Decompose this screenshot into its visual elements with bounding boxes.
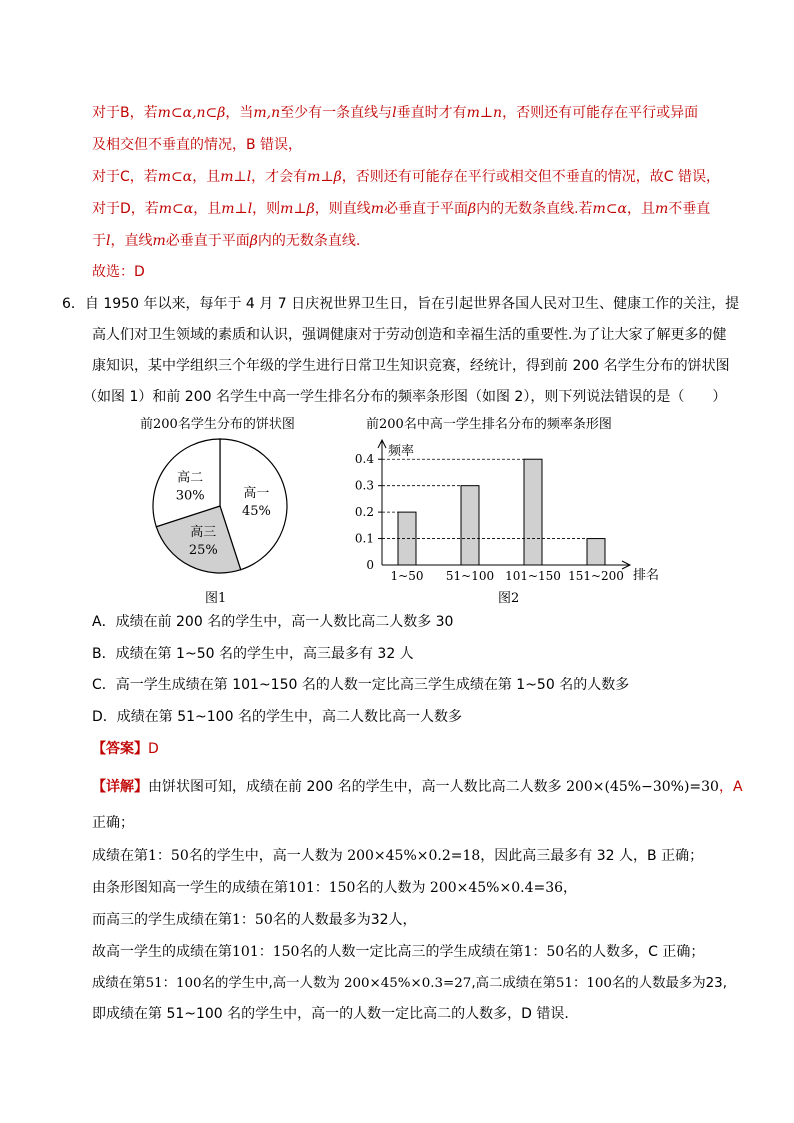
text: 至少有一条直线与 — [280, 105, 393, 121]
math: m — [655, 201, 669, 217]
text: ，才会有 — [251, 169, 308, 185]
text: 成绩在第 — [92, 848, 148, 864]
text: ，且 — [192, 169, 221, 185]
pie-label-value-0: 45% — [241, 504, 271, 520]
text: 名的人数一定比高三的学生成绩在第 — [299, 944, 524, 960]
bar-chart — [340, 432, 670, 587]
math: 101：150 — [232, 944, 300, 960]
text: 自 1950 年以来，每年于 4 月 7 日庆祝世界卫生日，旨在引起世界各国人民对卫生、健康工作的关注，提 — [84, 296, 740, 312]
explanation-line7 — [92, 974, 727, 994]
text: 必垂直于平面 — [165, 233, 250, 249]
pie-chart-title: 前200名学生分布的饼状图 — [140, 417, 295, 432]
math: m — [370, 201, 384, 217]
pie-chart-caption: 图1 — [205, 591, 227, 606]
option-b: B．成绩在第 1~50 名的学生中，高三最多有 32 人 — [92, 646, 414, 662]
question-stem-line3: 康知识，某中学组织三个年级的学生进行日常卫生知识竞赛，经统计，得到前 200 名学生分布的饼状图 — [92, 358, 730, 374]
x-axis-label: 排名 — [633, 568, 660, 583]
text: 而高三的学生成绩在第 — [92, 912, 232, 928]
math: 200×45%×0.3=27 — [343, 976, 472, 991]
math: 51：100 — [145, 976, 202, 991]
option-c: C．高一学生成绩在第 101~150 名的人数一定比高三学生成绩在第 1~50 名的人数多 — [92, 677, 630, 693]
math: 1：50 — [232, 912, 273, 928]
explanation-line5 — [92, 910, 417, 930]
solution-choice: 故选：D — [92, 264, 145, 280]
answer-label: 【答案】 — [92, 741, 148, 757]
solution-c-line — [92, 167, 720, 187]
explanation-line4 — [92, 878, 577, 898]
math: l — [392, 105, 397, 121]
text: ，因此高三最多有 32 人，B 正确； — [480, 848, 704, 864]
math: m⊂α — [592, 201, 628, 217]
solution-d-line1 — [92, 199, 710, 219]
solution-d-line2 — [92, 231, 360, 251]
text: ，A — [718, 779, 743, 795]
text: 由饼状图可知，成绩在前 200 名的学生中，高一人数比高二人数多 — [148, 779, 567, 795]
y-tick-label: 0.2 — [354, 505, 374, 520]
text: ，且 — [193, 201, 222, 217]
text: ，则 — [252, 201, 281, 217]
math: l — [106, 233, 111, 249]
math: 51：100 — [555, 976, 612, 991]
text: ，否则还有可能存在平行或异面 — [502, 105, 699, 121]
text: 名的人数为 — [355, 880, 430, 896]
text: 对于B，若 — [92, 105, 158, 121]
solution-b-line2: 及相交但不垂直的情况，B 错误， — [92, 137, 303, 153]
text: ，直线 — [110, 233, 153, 249]
math: 200×45%×0.2=18 — [347, 848, 481, 864]
explanation-line1 — [92, 777, 743, 797]
text: 成绩在第 — [92, 976, 146, 991]
math: m⊥l — [221, 201, 253, 217]
text: 于 — [92, 233, 106, 249]
pie-label-value-2: 25% — [188, 542, 218, 558]
x-tick-label: 151~200 — [568, 569, 624, 583]
text: ，且 — [627, 201, 656, 217]
option-a: A．成绩在前 200 名的学生中，高一人数比高二人数多 30 — [92, 614, 454, 630]
text: 内的无数条直线.若 — [476, 201, 593, 217]
question-stem-line1 — [62, 294, 739, 314]
math: 200×(45%−30%)=30 — [566, 779, 719, 795]
y-tick-label: 0 — [366, 558, 374, 572]
bar-chart-title: 前200名中高一学生排名分布的频率条形图 — [366, 417, 612, 432]
explanation-line6 — [92, 942, 704, 962]
bar-2 — [524, 459, 542, 565]
text: 名的人数最多为32人， — [272, 912, 417, 928]
math: β — [468, 201, 477, 217]
text: ，当 — [225, 105, 254, 121]
x-tick-label: 101~150 — [505, 569, 561, 583]
pie-label-name-0: 高一 — [243, 486, 270, 502]
math: m⊂α — [158, 201, 194, 217]
math: m,n — [253, 105, 281, 121]
text: 名的学生中，高一人数为 — [188, 848, 348, 864]
explanation-label: 【详解】 — [92, 779, 148, 795]
explanation-line2: 正确； — [92, 815, 134, 831]
math: m⊥l — [220, 169, 252, 185]
text: 对于D，若 — [92, 201, 159, 217]
bar-3 — [587, 539, 605, 565]
question-number: 6． — [62, 296, 85, 312]
text: 名的人数多，C 正确； — [564, 944, 705, 960]
question-stem-line4: （如图 1）和前 200 名学生中高一学生排名分布的频率条形图（如图 2），则下列说法错误的是（ ） — [83, 389, 727, 405]
text: 故高一学生的成绩在第 — [92, 944, 232, 960]
math: m⊂α — [157, 169, 193, 185]
math: m⊥β — [280, 201, 315, 217]
text: 必垂直于平面 — [384, 201, 468, 217]
text: 内的无数条直线. — [257, 233, 361, 249]
pie-label-name-1: 高二 — [177, 470, 204, 486]
text: ， — [563, 880, 578, 896]
bar-chart-caption: 图2 — [498, 591, 520, 606]
text: 对于C，若 — [92, 169, 158, 185]
y-tick-label: 0.3 — [354, 478, 374, 493]
bar-1 — [461, 486, 479, 565]
math: m⊥n — [466, 105, 503, 121]
math: m — [152, 233, 166, 249]
math: 200×45%×0.4=36 — [429, 880, 564, 896]
pie-label-value-1: 30% — [175, 488, 205, 504]
math: 101：150 — [288, 880, 356, 896]
option-d: D．成绩在第 51~100 名的学生中，高二人数比高一人数多 — [92, 709, 462, 725]
answer-value: D — [148, 741, 159, 757]
y-axis-label: 频率 — [388, 444, 415, 459]
pie-label-name-2: 高三 — [190, 524, 217, 540]
text: 不垂直 — [668, 201, 711, 217]
x-tick-label: 1~50 — [390, 569, 424, 583]
question-stem-line2: 高人们对卫生领域的素质和认识，强调健康对于劳动创造和幸福生活的重要性.为了让大家了解更多的健 — [92, 327, 727, 343]
math: m⊥β — [307, 169, 342, 185]
text: 名的人数最多为23, — [611, 976, 727, 991]
y-tick-label: 0.4 — [354, 452, 374, 467]
explanation-line8: 即成绩在第 51~100 名的学生中，高一的人数一定比高二的人数多，D 错误. — [92, 1006, 569, 1022]
x-tick-label: 51~100 — [445, 569, 495, 583]
text: 垂直时才有 — [396, 105, 467, 121]
pie-chart — [140, 432, 300, 582]
answer-line — [92, 739, 159, 759]
text: ，则直线 — [314, 201, 371, 217]
y-tick-label: 0.1 — [354, 531, 374, 546]
text: 名的学生中,高一人数为 — [201, 976, 344, 991]
math: 1：50 — [523, 944, 565, 960]
text: 由条形图知高一学生的成绩在第 — [92, 880, 288, 896]
solution-b-line1 — [92, 103, 698, 123]
text: ，否则还有可能存在平行或相交但不垂直的情况，故C 错误， — [341, 169, 720, 185]
explanation-line3 — [92, 846, 703, 866]
math: β — [249, 233, 258, 249]
text: ,高二成绩在第 — [471, 976, 556, 991]
math: m⊂α,n⊂β — [157, 105, 226, 121]
math: 1：50 — [148, 848, 189, 864]
